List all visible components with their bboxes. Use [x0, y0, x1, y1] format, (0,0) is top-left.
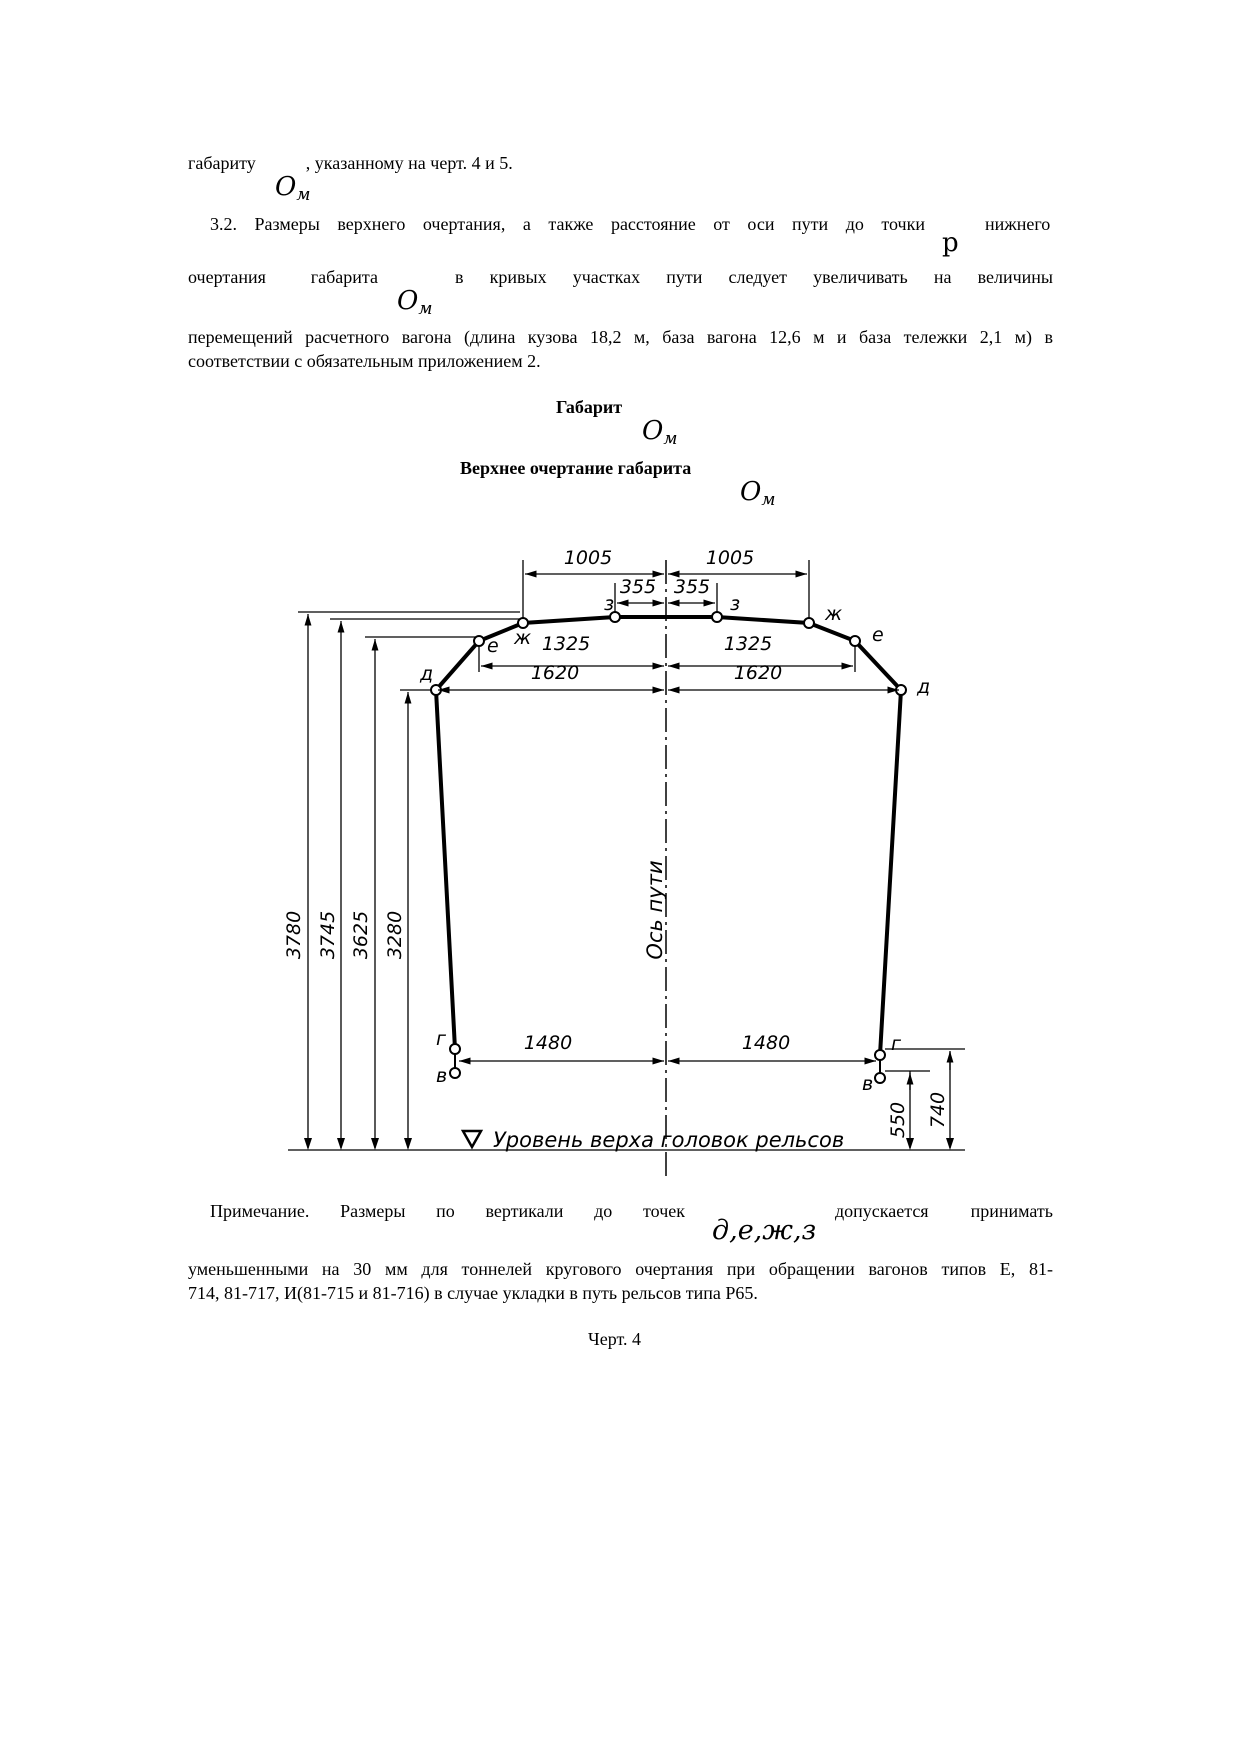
- dim-1480-right: 1480: [741, 1032, 791, 1054]
- dim-355-left: 355: [619, 576, 657, 598]
- gauge-outline: [436, 617, 901, 1055]
- dim-1325-right: 1325: [723, 633, 773, 655]
- dim-1005-right: 1005: [705, 547, 755, 569]
- formula-sub: м: [418, 299, 433, 319]
- heading-upper-outline: Верхнее очертание габарита: [460, 458, 692, 478]
- rail-level-triangle: [463, 1131, 481, 1147]
- label-zh-right: ж: [825, 603, 843, 625]
- dim-3780: 3780: [283, 910, 305, 960]
- paragraph-2-line-2-end: в кривых участках пути следует увеличивать на величины: [455, 267, 1053, 287]
- paragraph-2-line-1: 3.2. Размеры верхнего очертания, а также расстояние от оси пути до точки: [210, 214, 925, 234]
- label-d-right: д: [917, 676, 931, 698]
- note-line-2: уменьшенными на 30 мм для тоннелей кругового очертания при обращении вагонов типов Е, 81-: [188, 1259, 1053, 1279]
- point-e-right: [850, 636, 860, 646]
- formula-sub: м: [663, 429, 678, 449]
- paragraph-2-line-1-end: нижнего: [985, 214, 1051, 234]
- rail-level-label: Уровень верха головок рельсов: [493, 1128, 845, 1152]
- dim-355-right: 355: [673, 576, 711, 598]
- dim-3625: 3625: [350, 910, 372, 960]
- dim-1620-right: 1620: [733, 662, 783, 684]
- dim-1325-left: 1325: [541, 633, 591, 655]
- note-line-3: 714, 81-717, И(81-715 и 81-716) в случае укладки в путь рельсов типа Р65.: [188, 1283, 758, 1303]
- formula-main: О: [642, 416, 664, 446]
- label-d-left: д: [420, 663, 434, 685]
- label-e-left: е: [487, 635, 499, 657]
- label-z-left: з: [604, 593, 615, 615]
- formula-points-d-e-zh-z: д,е,ж,з: [712, 1215, 817, 1246]
- formula-main: О: [397, 286, 419, 316]
- outline-points: [431, 612, 906, 1083]
- dim-740: 740: [927, 1091, 949, 1129]
- dim-1620-left: 1620: [530, 662, 580, 684]
- axis-label: Ось пути: [643, 860, 667, 960]
- formula-main: О: [740, 477, 762, 507]
- label-v-left: в: [436, 1065, 448, 1087]
- dimension-labels: [283, 547, 949, 1138]
- paragraph-2-line-2-start: очертания габарита: [188, 267, 378, 287]
- point-z-right: [712, 612, 722, 622]
- point-g-left: [450, 1044, 460, 1054]
- point-v-right: [875, 1073, 885, 1083]
- dim-1480-left: 1480: [523, 1032, 573, 1054]
- heading-gabarit: Габарит: [556, 397, 623, 417]
- dim-550: 550: [887, 1101, 909, 1139]
- dim-3280: 3280: [384, 910, 406, 960]
- paragraph-2-line-4: соответствии с обязательным приложением 2.: [188, 351, 541, 371]
- note-line-1-start: Примечание. Размеры по вертикали до точек: [210, 1201, 685, 1221]
- point-labels: [419, 593, 930, 1095]
- label-zh-left: ж: [514, 627, 532, 649]
- dim-1005-left: 1005: [563, 547, 613, 569]
- label-z-right: з: [730, 593, 741, 615]
- label-v-right: в: [862, 1073, 874, 1095]
- formula-main: О: [275, 172, 297, 202]
- point-v-left: [450, 1068, 460, 1078]
- point-zh-right: [804, 618, 814, 628]
- note-line-1-end: допускается принимать: [835, 1201, 1053, 1221]
- label-g-left: г: [436, 1028, 446, 1050]
- word-gabaritu: габариту: [188, 153, 256, 173]
- formula-sub: м: [761, 490, 776, 510]
- label-e-right: е: [872, 624, 884, 646]
- formula-sub: м: [296, 185, 311, 205]
- formula-point-r: р: [942, 228, 959, 258]
- dim-3745: 3745: [317, 910, 339, 960]
- paragraph-2-line-3: перемещений расчетного вагона (длина кузова 18,2 м, база вагона 12,6 м и база тележки 2,1 м) в: [188, 327, 1053, 347]
- figure-caption: Черт. 4: [588, 1329, 641, 1349]
- point-g-right: [875, 1050, 885, 1060]
- label-g-right: г: [891, 1033, 901, 1055]
- paragraph-1-rest: , указанному на черт. 4 и 5.: [305, 153, 513, 173]
